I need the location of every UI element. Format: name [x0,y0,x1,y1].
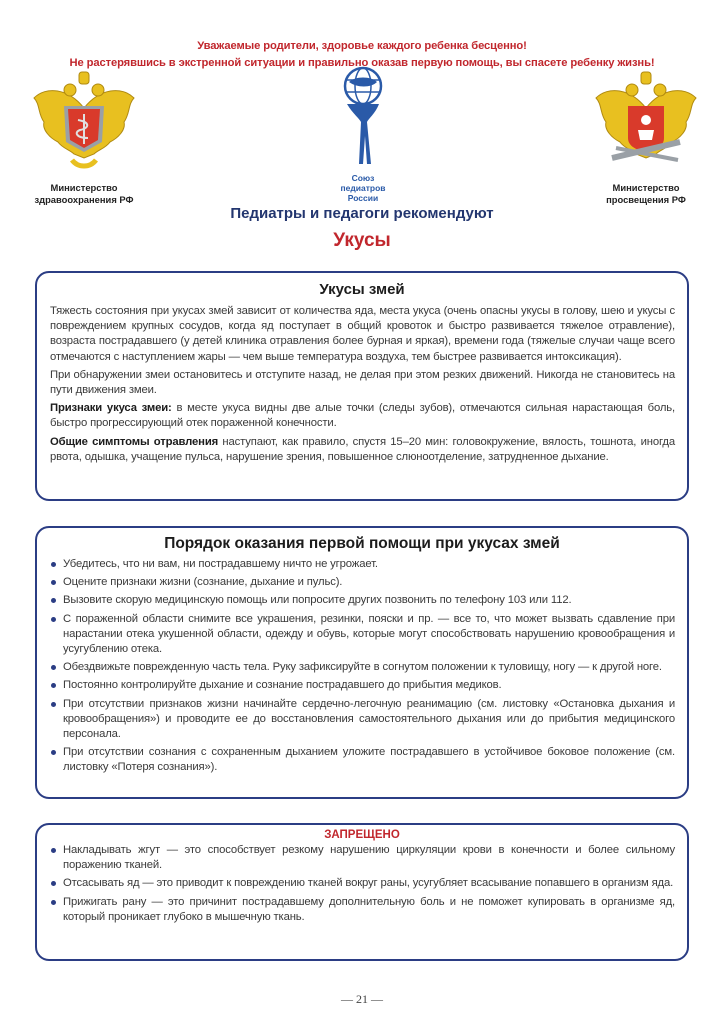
bite-signs-paragraph [37,401,687,431]
bullet-icon [51,617,56,622]
health-ministry-label-line-1: Министерство [50,182,118,193]
list-item [51,575,675,590]
education-ministry-label-line-2: просвещения РФ [606,194,686,205]
list-item [51,557,675,572]
list-item-text: Накладывать жгут — это способствует резкому нарушению циркуляции крови в конечности и более сильному поражению тканей. [63,844,675,872]
bullet-icon [51,580,56,585]
list-item-text: Обездвижьте поврежденную часть тела. Руку зафиксируйте в согнутом положении к туловищу, ногу — к другой ноге. [63,661,662,674]
bullet-icon [51,683,56,688]
health-ministry-label-line-2: здравоохранения РФ [34,194,134,205]
header-message-line-1: Уважаемые родители, здоровье каждого ребенка бесценно! [197,40,527,52]
pediatricians-union-label [320,173,406,203]
list-item [51,660,675,675]
list-item [51,843,675,873]
list-item-text: При отсутствии сознания с сохраненным дыханием уложите пострадавшего в устойчивое боковое положение (см. листовку «Потеря сознания»). [63,746,675,774]
union-label-line-2: педиатров [340,183,386,193]
bullet-icon [51,702,56,707]
page-subtitle: Педиатры и педагоги рекомендуют [230,205,494,222]
list-item-text: Оцените признаки жизни (сознание, дыхание и пульс). [63,576,343,589]
forbidden-box [35,823,689,961]
list-item [51,593,675,608]
list-item [51,745,675,775]
bullet-icon [51,881,56,886]
forbidden-section-title: ЗАПРЕЩЕНО [324,829,400,841]
list-item [51,876,675,891]
health-ministry-label [14,182,154,206]
list-item [51,697,675,743]
list-item-text: Убедитесь, что ни вам, ни пострадавшему ничто не угрожает. [63,558,378,570]
severity-paragraph: Тяжесть состояния при укусах змей зависит от количества яда, места укуса (очень опасны укусы в голову, шею и укусы с повреждением крупных сосудов, когда яд поступает в общий кровоток и быстро развивается тяжелое отравление), возраста пострадавшего (у детей клиника отравления более бурная и яркая), времени года (тяжелые случаи чаще всего отмечаются с наступлением жары — чем выше температура воздуха, тем быстрее развивается интоксикация). [50,305,675,363]
page-title: Укусы [333,230,391,251]
bullet-icon [51,848,56,853]
first-aid-section-title: Порядок оказания первой помощи при укусах змей [164,535,560,552]
list-item [51,895,675,925]
list-item-text: С пораженной области снимите все украшения, резинки, пояски и пр. — все то, что может вызвать сдавление при нарастании отека укушенной области, одежду и обувь, которые могут способствовать нарушению кровообращения и усугублению отека. [63,612,675,656]
snakebites-info-box [35,271,689,501]
first-aid-box [35,526,689,799]
bullet-icon [51,598,56,603]
bullet-icon [51,900,56,905]
bite-signs-text: в месте укуса видны две алые точки (следы зубов), отмечаются сильная нарастающая боль, быстро прогрессирующий отек пораженной конечности. [50,402,675,430]
education-ministry-label-line-1: Министерство [612,182,680,193]
list-item-text: Отсасывать яд — это приводит к повреждению тканей вокруг раны, усугубляет всасывание попавшего в организм яда. [63,877,674,890]
union-label-line-3: России [347,193,379,203]
bullet-icon [51,562,56,567]
list-item-text: Постоянно контролируйте дыхание и сознание пострадавшего до прибытия медиков. [63,679,502,692]
list-item-text: При отсутствии признаков жизни начинайте сердечно-легочную реанимацию (см. листовку «Остановка дыхания и кровообращения») и проводите ее до восстановления самостоятельного дыхания или до прибытия медицинского персонала. [63,697,675,741]
bullet-icon [51,750,56,755]
poisoning-symptoms-paragraph [37,435,687,465]
list-item [51,612,675,658]
pediatricians-union-globe-icon [335,66,391,170]
forbidden-list [37,843,687,925]
bullet-icon [51,665,56,670]
bite-signs-label: Признаки укуса змеи: [50,402,172,415]
education-ministry-emblem-icon [590,68,702,176]
header-message-line-2: Не растерявшись в экстренной ситуации и правильно оказав первую помощь, вы спасете ребенку жизнь! [69,57,655,69]
snakebites-section-title: Укусы змей [319,281,405,298]
poisoning-symptoms-label: Общие симптомы отравления [50,435,219,448]
encounter-paragraph: При обнаружении змеи остановитесь и отступите назад, не делая при этом резких движений. Никогда не становитесь на пути движения змеи. [50,368,675,397]
list-item [51,678,675,693]
page-number: — 21 — [341,992,383,1006]
list-item-text: Вызовите скорую медицинскую помощь или попросите других позвонить по телефону 103 или 112. [63,594,572,607]
first-aid-list [37,557,687,776]
list-item-text: Прижигать рану — это причинит пострадавшему дополнительную боль и не поможет купировать в организме яд, который проникает глубоко в мышечную ткань. [63,895,675,923]
health-ministry-emblem-icon [28,68,140,176]
education-ministry-label [576,182,716,206]
union-label-line-1: Союз [351,173,375,183]
poisoning-symptoms-text: наступают, как правило, спустя 15–20 мин: головокружение, вялость, тошнота, иногда рвота, одышка, учащение пульса, нарушение зрения, повышенное слюноотделение, затрудненное дыхание. [50,435,675,463]
